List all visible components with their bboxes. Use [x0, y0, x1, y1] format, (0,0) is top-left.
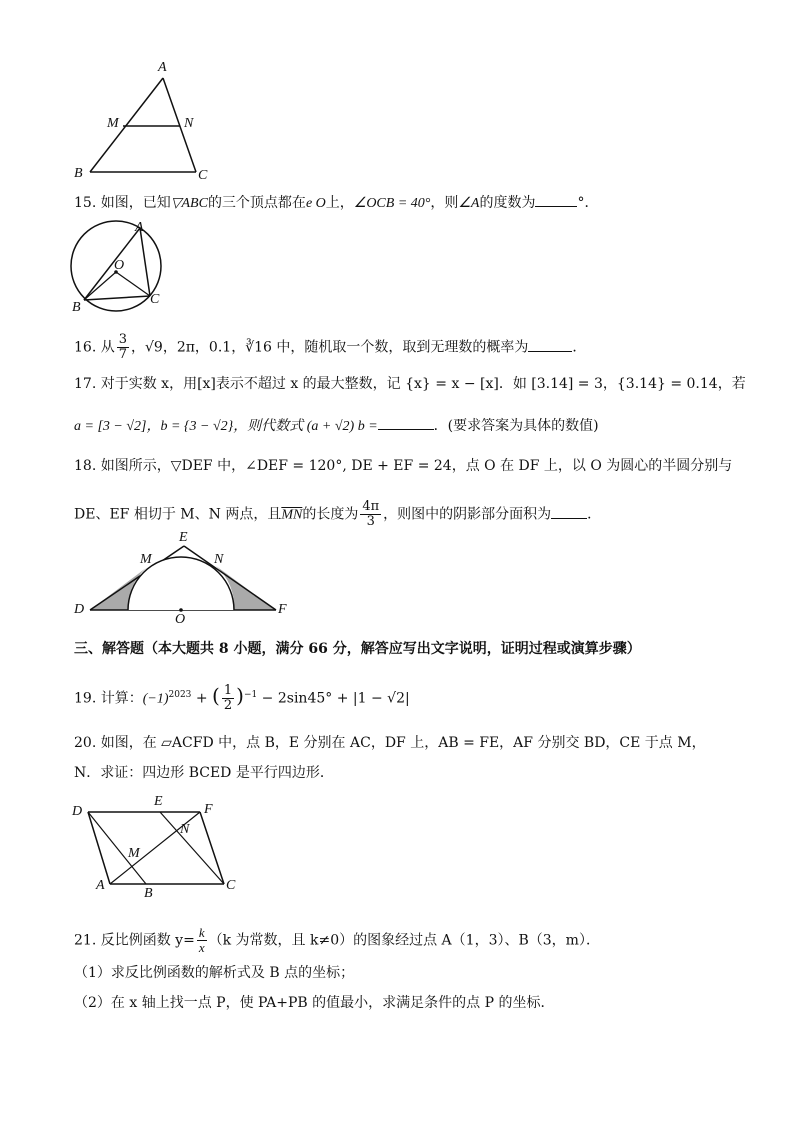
- fraction: $\frac{k}{x}$: [198, 925, 205, 955]
- question-18-line-1: 18. 如图所示，▽DEF 中，∠DEF = 120°, DE + EF = 24，点 O 在 DF 上，以 O 为圆心的半圆分别与: [74, 458, 733, 474]
- label-A: A: [135, 220, 144, 235]
- fraction: $\frac{3}{7}$: [118, 332, 127, 362]
- label-A: A: [158, 60, 167, 75]
- question-20-line-1: 20. 如图，在 ▱ACFD 中，点 B，E 分别在 AC，DF 上，AB = FE，AF 分别交 BD，CE 于点 M，: [74, 735, 706, 751]
- label-M: M: [140, 552, 152, 567]
- question-21-part-1: （1）求反比例函数的解析式及 B 点的坐标；: [74, 965, 355, 981]
- question-19: 19. 计算：$(-1)^{2023}$ + ( $\frac{1}{2}$ )$^{-1}$ − 2sin45° + |1 − √2|: [74, 683, 410, 713]
- label-C: C: [150, 292, 160, 307]
- label-D: D: [72, 804, 83, 819]
- label-N: N: [184, 116, 194, 131]
- label-E: E: [179, 530, 188, 545]
- label-D: D: [74, 602, 85, 617]
- label-A: A: [96, 878, 105, 893]
- label-M: M: [107, 116, 119, 131]
- question-16: 16. 从 $\frac{3}{7}$ ，√9，2π，0.1，∛16 中，随机取一个数，取到无理数的概率为 ．: [74, 332, 587, 362]
- label-C: C: [198, 168, 208, 183]
- question-17-line-1: 17. 对于实数 x，用[x]表示不超过 x 的最大整数，记 {x} = x − [x]．如 [3.14] = 3，{3.14} = 0.14，若: [74, 376, 746, 392]
- label-F: F: [278, 602, 287, 617]
- question-21-part-2: （2）在 x 轴上找一点 P，使 PA+PB 的值最小，求满足条件的点 P 的坐标．: [74, 995, 555, 1011]
- label-N: N: [214, 552, 224, 567]
- label-O: O: [114, 258, 125, 273]
- question-20-line-2: N．求证：四边形 BCED 是平行四边形．: [74, 765, 334, 781]
- label-B: B: [74, 166, 83, 181]
- label-F: F: [204, 802, 213, 817]
- label-E: E: [154, 794, 163, 809]
- arc-mn: $\overline{MN}$: [281, 507, 303, 523]
- label-M: M: [128, 846, 140, 861]
- question-15: 15. 如图，已知▽ABC的三个顶点都在e O上，∠OCB = 40°，则∠A的度数为 °．: [74, 192, 598, 214]
- label-C: C: [226, 878, 236, 893]
- label-B: B: [144, 886, 153, 901]
- section-heading: 三、解答题（本大题共 8 小题，满分 66 分，解答应写出文字说明，证明过程或演算步骤）: [74, 641, 641, 657]
- question-21: 21. 反比例函数 y= $\frac{k}{x}$ （k 为常数，且 k≠0）的图象经过点 A（1，3）、B（3，m）．: [74, 925, 600, 955]
- question-18-line-2: DE、EF 相切于 M、N 两点，且$\overline{MN}$的长度为 $\frac{4\pi}{3}$ ，则图中的阴影部分面积为 ．: [74, 499, 602, 529]
- label-B: B: [72, 300, 81, 315]
- question-17-line-2: a = [3 − √2]，b = {3 − √2}，则代数式 (a + √2) b = ．(要求答案为具体的数值): [74, 415, 599, 437]
- fraction: $\frac{1}{2}$: [223, 683, 233, 713]
- label-N: N: [180, 822, 190, 837]
- label-O: O: [175, 612, 186, 627]
- fraction: $\frac{4\pi}{3}$: [362, 499, 380, 529]
